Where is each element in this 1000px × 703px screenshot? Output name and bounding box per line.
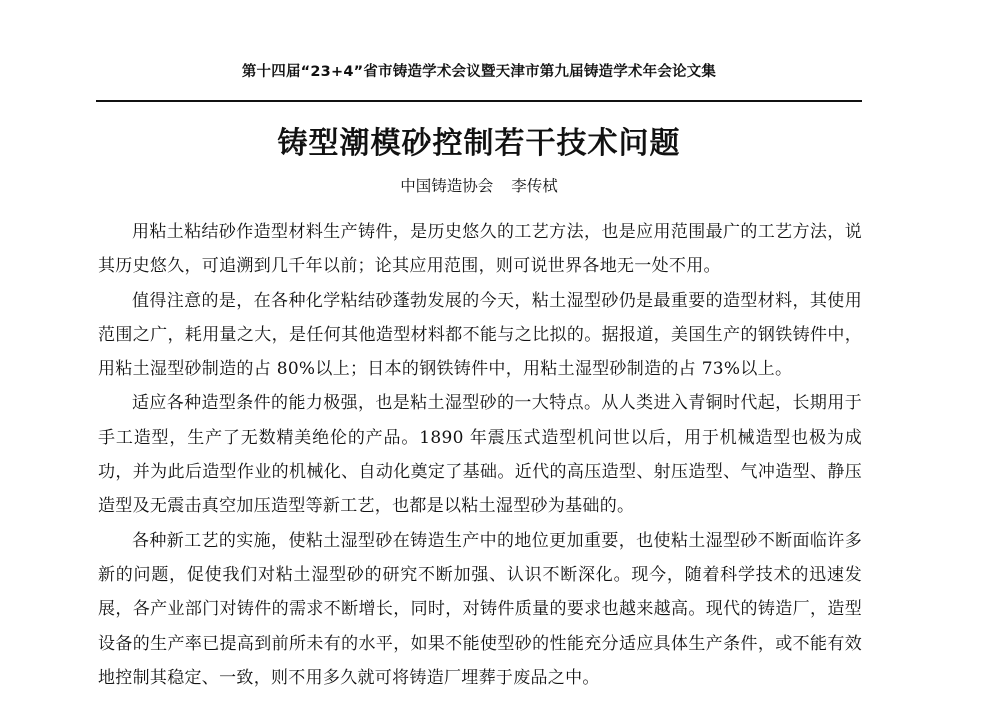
paragraph-2: 值得注意的是，在各种化学粘结砂蓬勃发展的今天，粘土湿型砂仍是最重要的造型材料，其使用范围之广，耗用量之大，是任何其他造型材料都不能与之比拟的。据报道，美国生产的钢铁铸件中，用粘土湿型砂制造的占 80%以上；日本的钢铁铸件中，用粘土湿型砂制造的占 73%以上。 xyxy=(98,290,862,380)
paragraph-3: 适应各种造型条件的能力极强，也是粘土湿型砂的一大特点。从人类进入青铜时代起，长期用于手工造型，生产了无数精美绝伦的产品。1890 年震压式造型机问世以后，用于机械造型也极为成功，并为此后造型作业的机械化、自动化奠定了基础。近代的高压造型、射压造型、气冲造型、静压造型及无震击真空加压造型等新工艺，也都是以粘土湿型砂为基础的。 xyxy=(98,393,862,517)
paragraph-1: 用粘土粘结砂作造型材料生产铸件，是历史悠久的工艺方法，也是应用范围最广的工艺方法，说其历史悠久，可追溯到几千年以前；论其应用范围，则可说世界各地无一处不用。 xyxy=(98,222,862,277)
body-text xyxy=(98,215,862,695)
author-name: 李传栻 xyxy=(511,177,558,195)
byline xyxy=(96,174,862,196)
paragraph-4: 各种新工艺的实施，使粘土湿型砂在铸造生产中的地位更加重要，也使粘土湿型砂不断面临许多新的问题，促使我们对粘土湿型砂的研究不断加强、认识不断深化。现今，随着科学技术的迅速发展，各产业部门对铸件的需求不断增长，同时，对铸件质量的要求也越来越高。现代的铸造厂，造型设备的生产率已提高到前所未有的水平，如果不能使型砂的性能充分适应具体生产条件，或不能有效地控制其稳定、一致，则不用多久就可将铸造厂埋葬于废品之中。 xyxy=(98,530,862,688)
running-header: 第十四届“23+4”省市铸造学术会议暨天津市第九届铸造学术年会论文集 xyxy=(241,64,717,80)
header-rule xyxy=(96,100,862,102)
paper-title: 铸型潮模砂控制若干技术问题 xyxy=(277,126,681,161)
author-organization: 中国铸造协会 xyxy=(400,177,494,195)
